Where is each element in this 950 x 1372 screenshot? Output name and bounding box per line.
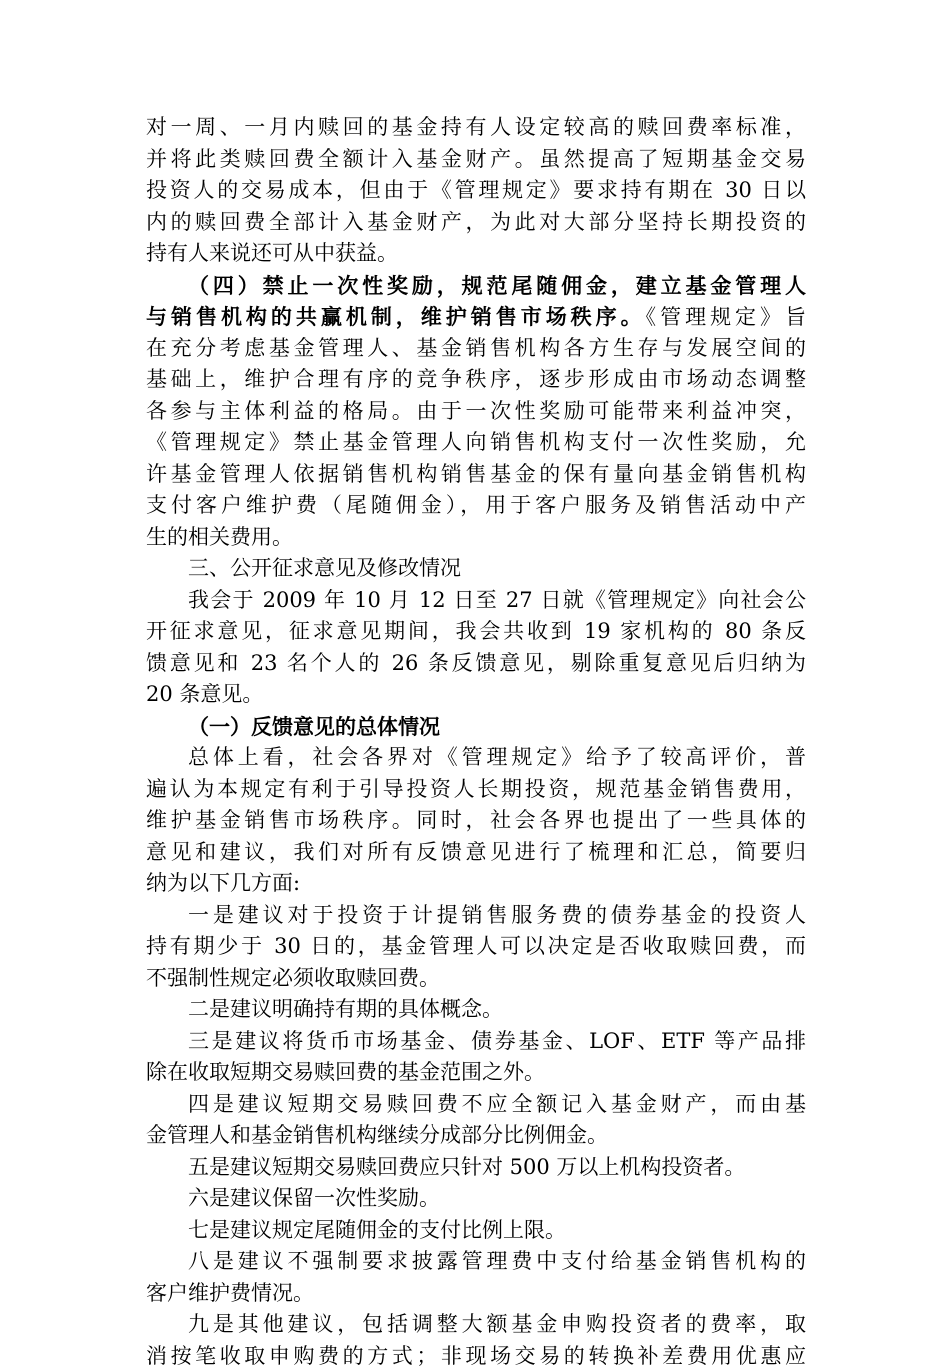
bold-heading-text: 与销售机构的共赢机制，维护销售市场秩序。 bbox=[146, 304, 646, 329]
text-line bbox=[146, 994, 806, 1026]
body-text: 基础上，维护合理有序的竞争秩序，逐步形成由市场动态调整 bbox=[146, 367, 806, 391]
text-line bbox=[146, 333, 806, 365]
body-text: 馈意见和 23 名个人的 26 条反馈意见，剔除重复意见后归纳为 bbox=[146, 651, 806, 675]
body-text: 投资人的交易成本，但由于《管理规定》要求持有期在 30 日以 bbox=[146, 178, 806, 202]
text-line bbox=[146, 175, 806, 207]
body-text: 持有人来说还可从中获益。 bbox=[146, 241, 398, 265]
body-text: 五是建议短期交易赎回费应只针对 500 万以上机构投资者。 bbox=[188, 1155, 745, 1179]
body-text: 消按笔收取申购费的方式；非现场交易的转换补差费用优惠应 bbox=[146, 1344, 806, 1368]
body-text: 内的赎回费全部计入基金财产，为此对大部分坚持长期投资的 bbox=[146, 210, 806, 234]
text-line bbox=[146, 1309, 806, 1341]
text-line bbox=[146, 553, 806, 585]
body-text: 九是其他建议，包括调整大额基金申购投资者的费率，取 bbox=[188, 1312, 806, 1336]
text-line bbox=[146, 711, 806, 743]
body-text: 对一周、一月内赎回的基金持有人设定较高的赎回费率标准， bbox=[146, 115, 806, 139]
text-line bbox=[146, 805, 806, 837]
text-line bbox=[146, 238, 806, 270]
text-line bbox=[146, 144, 806, 176]
text-line bbox=[146, 679, 806, 711]
text-line bbox=[146, 585, 806, 617]
body-text: 在充分考虑基金管理人、基金销售机构各方生存与发展空间的 bbox=[146, 336, 806, 360]
body-text: 除在收取短期交易赎回费的基金范围之外。 bbox=[146, 1060, 545, 1084]
text-line bbox=[146, 427, 806, 459]
body-text: 各参与主体利益的格局。由于一次性奖励可能带来利益冲突， bbox=[146, 399, 806, 423]
text-line bbox=[146, 1152, 806, 1184]
body-text: 三是建议将货币市场基金、债券基金、LOF、ETF 等产品排 bbox=[188, 1029, 806, 1053]
text-line bbox=[146, 837, 806, 869]
body-text: 生的相关费用。 bbox=[146, 525, 293, 549]
text-line bbox=[146, 490, 806, 522]
body-text: 二是建议明确持有期的具体概念。 bbox=[188, 997, 503, 1021]
body-text: 我会于 2009 年 10 月 12 日至 27 日就《管理规定》向社会公 bbox=[188, 588, 806, 612]
text-line bbox=[146, 1215, 806, 1247]
body-text: 一是建议对于投资于计提销售服务费的债券基金的投资人 bbox=[188, 903, 806, 927]
text-line bbox=[146, 774, 806, 806]
text-line bbox=[146, 868, 806, 900]
text-line bbox=[146, 1341, 806, 1372]
document-body bbox=[146, 112, 806, 1372]
body-text: 六是建议保留一次性奖励。 bbox=[188, 1186, 440, 1210]
text-line bbox=[146, 1120, 806, 1152]
body-text: 三、公开征求意见及修改情况 bbox=[188, 556, 461, 580]
body-text: 金管理人和基金销售机构继续分成部分比例佣金。 bbox=[146, 1123, 608, 1147]
text-line bbox=[146, 301, 806, 333]
text-line bbox=[146, 207, 806, 239]
text-line bbox=[146, 931, 806, 963]
text-line bbox=[146, 648, 806, 680]
text-line bbox=[146, 396, 806, 428]
text-line bbox=[146, 963, 806, 995]
body-text: 纳为以下几方面: bbox=[146, 871, 300, 895]
text-line bbox=[146, 1183, 806, 1215]
bold-heading-text: （四）禁止一次性奖励，规范尾随佣金，建立基金管理人 bbox=[188, 273, 806, 298]
text-line bbox=[146, 112, 806, 144]
body-text: 并将此类赎回费全额计入基金财产。虽然提高了短期基金交易 bbox=[146, 147, 806, 171]
text-line bbox=[146, 1089, 806, 1121]
text-line bbox=[146, 459, 806, 491]
body-text: 《管理规定》旨 bbox=[646, 305, 806, 329]
body-text: 不强制性规定必须收取赎回费。 bbox=[146, 966, 440, 990]
text-line bbox=[146, 1057, 806, 1089]
text-line bbox=[146, 522, 806, 554]
text-line bbox=[146, 1026, 806, 1058]
body-text: 20 条意见。 bbox=[146, 682, 263, 706]
body-text: 维护基金销售市场秩序。同时，社会各界也提出了一些具体的 bbox=[146, 808, 806, 832]
text-line bbox=[146, 270, 806, 302]
body-text: 客户维护费情况。 bbox=[146, 1281, 314, 1305]
text-line bbox=[146, 1246, 806, 1278]
bold-heading-text: （一）反馈意见的总体情况 bbox=[188, 714, 440, 739]
body-text: 支付客户维护费（尾随佣金），用于客户服务及销售活动中产 bbox=[146, 493, 806, 517]
text-line bbox=[146, 900, 806, 932]
text-line bbox=[146, 1278, 806, 1310]
body-text: 四是建议短期交易赎回费不应全额记入基金财产，而由基 bbox=[188, 1092, 806, 1116]
body-text: 许基金管理人依据销售机构销售基金的保有量向基金销售机构 bbox=[146, 462, 806, 486]
body-text: 持有期少于 30 日的，基金管理人可以决定是否收取赎回费，而 bbox=[146, 934, 806, 958]
body-text: 总体上看，社会各界对《管理规定》给予了较高评价，普 bbox=[188, 745, 806, 769]
body-text: 开征求意见，征求意见期间，我会共收到 19 家机构的 80 条反 bbox=[146, 619, 806, 643]
text-line bbox=[146, 742, 806, 774]
body-text: 意见和建议，我们对所有反馈意见进行了梳理和汇总，简要归 bbox=[146, 840, 806, 864]
body-text: 七是建议规定尾随佣金的支付比例上限。 bbox=[188, 1218, 566, 1242]
text-line bbox=[146, 364, 806, 396]
body-text: 遍认为本规定有利于引导投资人长期投资，规范基金销售费用， bbox=[146, 777, 806, 801]
body-text: 八是建议不强制要求披露管理费中支付给基金销售机构的 bbox=[188, 1249, 806, 1273]
text-line bbox=[146, 616, 806, 648]
body-text: 《管理规定》禁止基金管理人向销售机构支付一次性奖励，允 bbox=[146, 430, 806, 454]
